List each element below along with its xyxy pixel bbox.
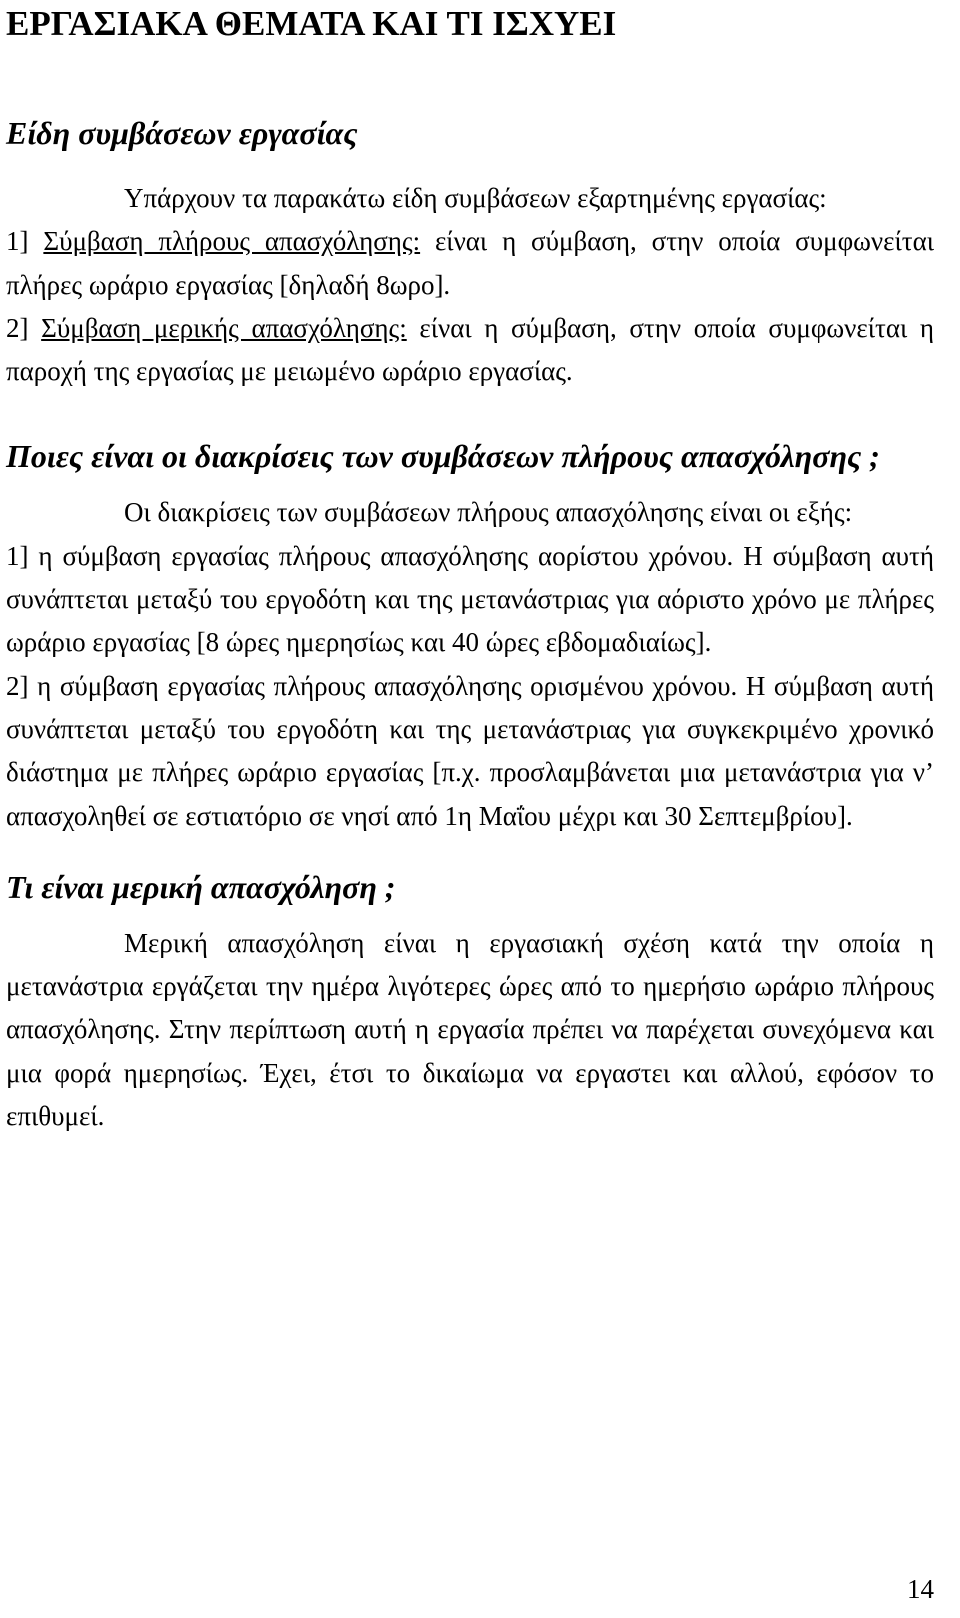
term-part-time-contract: Σύμβαση μερικής απασχόλησης: — [41, 312, 407, 343]
list-item-indefinite-contract: 1] η σύμβαση εργασίας πλήρους απασχόλησης αορίστου χρόνου. Η σύμβαση αυτή συνάπτεται μεταξύ του εργοδότη και της μετανάστριας για αόριστο χρόνο με πλήρες ωράριο εργασίας [8 ώρες ημερησίως και 40 ώρες εβδομαδιαίως]. — [6, 540, 934, 658]
paragraph-contract-types-intro: Υπάρχουν τα παρακάτω είδη συμβάσεων εξαρτημένης εργασίας: — [124, 183, 827, 213]
document-page — [6, 0, 934, 1138]
term-full-time-contract: Σύμβαση πλήρους απασχόλησης: — [43, 226, 421, 257]
section-heading-contract-types: Είδη συμβάσεων εργασίας — [6, 115, 358, 151]
section-heading-full-time-distinctions: Ποιες είναι οι διακρίσεις των συμβάσεων πλήρους απασχόλησης ; — [6, 438, 880, 475]
page-number: 14 — [907, 1574, 934, 1604]
section-heading-part-time: Τι είναι μερική απασχόληση ; — [6, 868, 396, 905]
list-marker: 1] — [6, 226, 44, 257]
definition-full-time-contract: είναι η σύμβαση, στην οποία συμφωνείται πλήρες ωράριο εργασίας [δηλαδή 8ωρο]. — [6, 226, 934, 300]
document-title: ΕΡΓΑΣΙΑΚΑ ΘΕΜΑΤΑ ΚΑΙ ΤΙ ΙΣΧΥΕΙ — [6, 4, 617, 43]
paragraph-distinctions-intro: Οι διακρίσεις των συμβάσεων πλήρους απασχόλησης είναι οι εξής: — [124, 497, 853, 528]
list-item-full-time — [6, 220, 934, 307]
list-item-part-time — [6, 307, 934, 394]
list-marker: 2] — [6, 312, 42, 343]
list-item-fixed-term-contract: 2] η σύμβαση εργασίας πλήρους απασχόλησης ορισμένου χρόνου. Η σύμβαση αυτή συνάπτεται μεταξύ του εργοδότη και της μετανάστριας για συγκεκριμένο χρονικό διάστημα με πλήρες ωράριο εργασίας [π.χ. προσλαμβάνεται μια μετανάστρια για ν’ απασχοληθεί σε εστιατόριο σε νησί από 1η Μαΐου μέχρι και 30 Σεπτεμβρίου]. — [6, 670, 934, 831]
definition-part-time-contract: είναι η σύμβαση, στην οποία συμφωνείται η παροχή της εργασίας με μειωμένο ωράριο εργασίας. — [6, 312, 935, 387]
paragraph-part-time-definition: Μερική απασχόληση είναι η εργασιακή σχέση κατά την οποία η μετανάστρια εργάζεται την ημέρα λιγότερες ώρες από το ημερήσιο ωράριο πλήρους απασχόλησης. Στην περίπτωση αυτή η εργασία πρέπει να παρέχεται συνεχόμενα και μια φορά ημερησίως. Έχει, έτσι το δικαίωμα να εργαστει και αλλού, εφόσον το επιθυμεί. — [6, 927, 934, 1132]
